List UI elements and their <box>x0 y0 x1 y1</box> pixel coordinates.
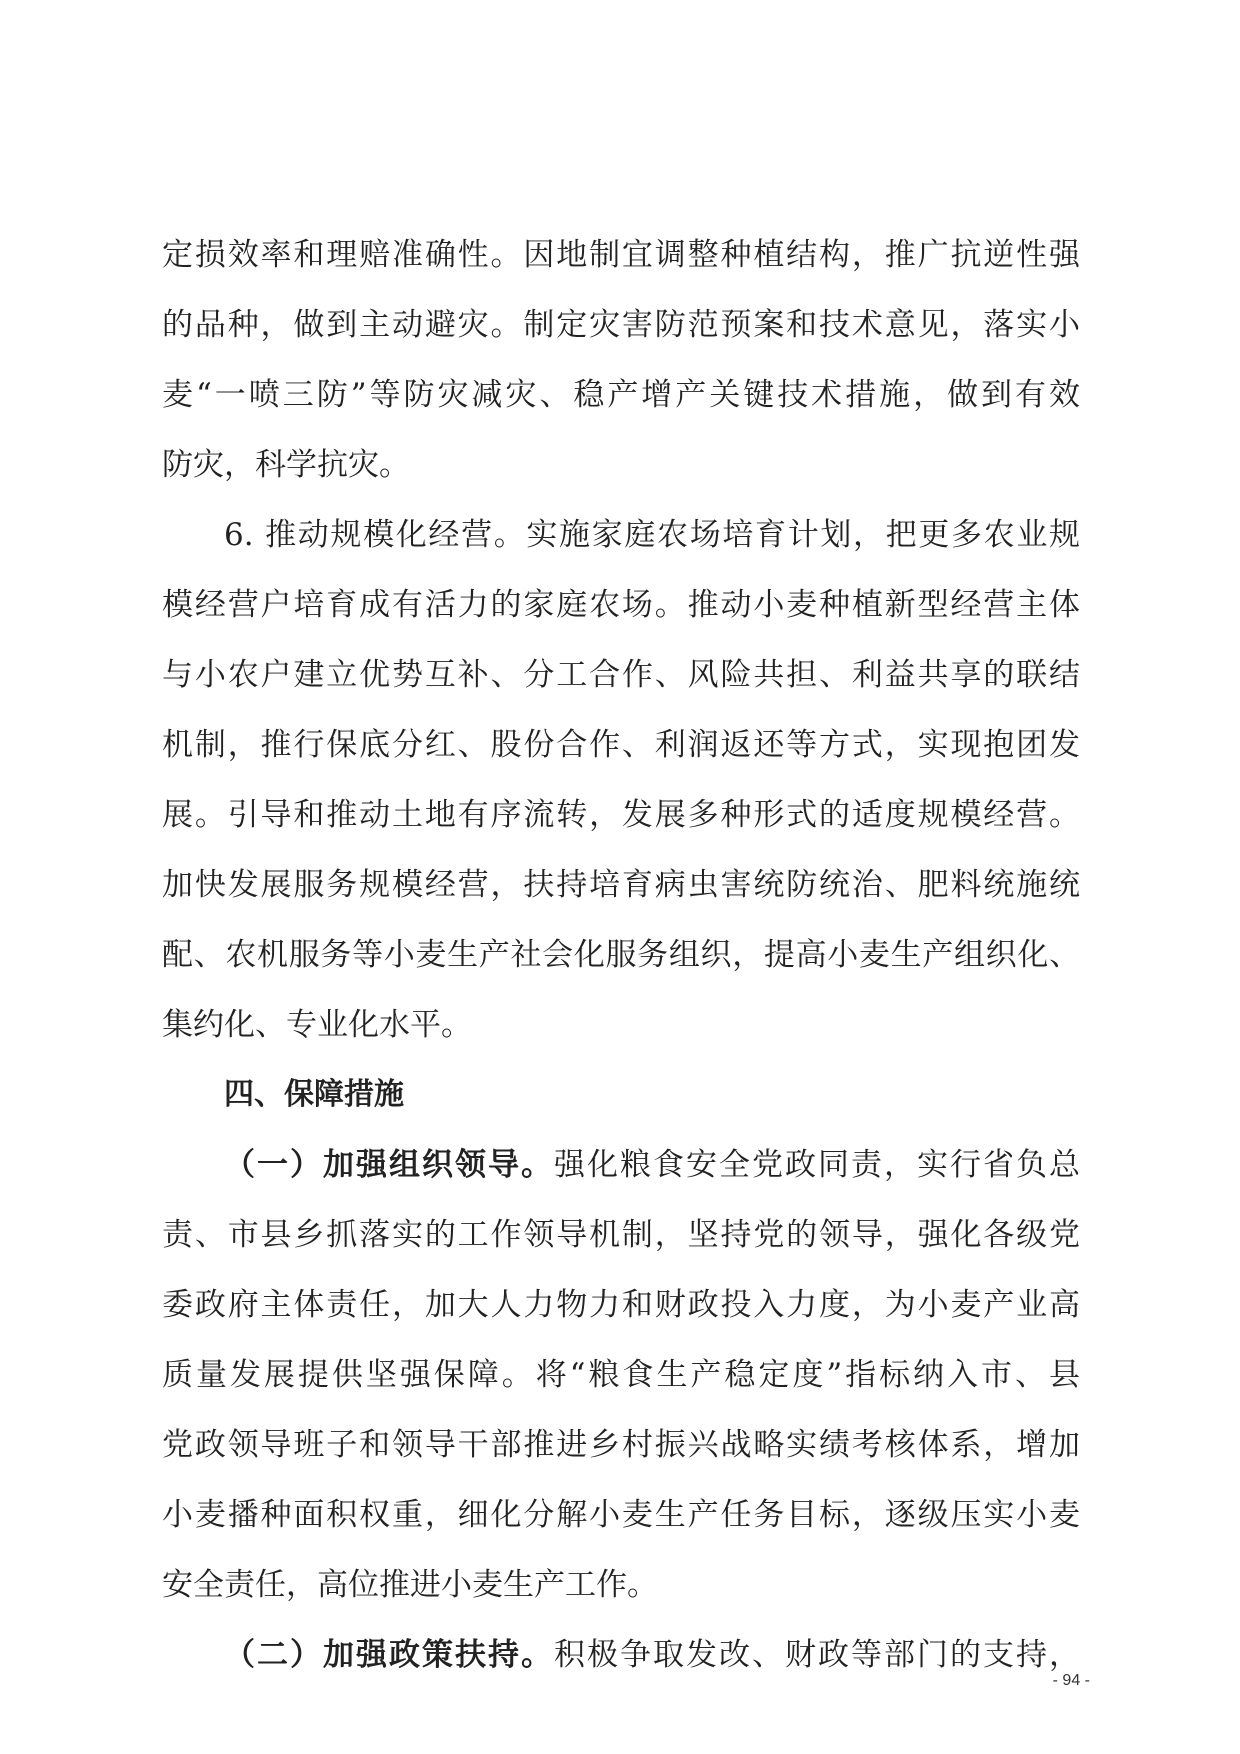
text-line: 6. 推动规模化经营。实施家庭农场培育计划，把更多农业规 <box>224 517 1080 553</box>
text-span: 积极争取发改、财政等部门的支持， <box>554 1637 1080 1673</box>
paragraph-continued <box>162 220 1080 500</box>
subsection-1 <box>162 1130 1080 1620</box>
subsection-first-line <box>162 1130 1080 1200</box>
page-number: - 94 - <box>1052 1672 1090 1689</box>
paragraph-6 <box>162 500 1080 1060</box>
text-line: 展。引导和推动土地有序流转，发展多种形式的适度规模经营。 <box>162 797 1080 833</box>
text-line: 的品种，做到主动避灾。制定灾害防范预案和技术意见，落实小 <box>162 307 1080 343</box>
text-line: 加快发展服务规模经营，扶持培育病虫害统防统治、肥料统施统 <box>162 867 1080 903</box>
text-line: 麦“一喷三防”等防灾减灾、稳产增产关键技术措施，做到有效 <box>162 377 1080 413</box>
page-body <box>162 220 1080 1690</box>
subsection-title: （二）加强政策扶持。 <box>224 1637 554 1673</box>
text-line: 责、市县乡抓落实的工作领导机制，坚持党的领导，强化各级党 <box>162 1217 1080 1253</box>
text-line: 机制，推行保底分红、股份合作、利润返还等方式，实现抱团发 <box>162 727 1080 763</box>
text-line: 安全责任，高位推进小麦生产工作。 <box>162 1567 658 1603</box>
subsection-title: （一）加强组织领导。 <box>224 1147 554 1183</box>
text-line: 配、农机服务等小麦生产社会化服务组织，提高小麦生产组织化、 <box>162 937 1080 973</box>
subsection-2 <box>162 1620 1080 1690</box>
text-line: 模经营户培育成有活力的家庭农场。推动小麦种植新型经营主体 <box>162 587 1080 623</box>
section-heading: 四、保障措施 <box>224 1077 404 1112</box>
text-line: 党政领导班子和领导干部推进乡村振兴战略实绩考核体系，增加 <box>162 1427 1080 1463</box>
text-line: 集约化、专业化水平。 <box>162 1007 472 1043</box>
text-line: 防灾，科学抗灾。 <box>162 447 410 483</box>
text-line: 与小农户建立优势互补、分工合作、风险共担、利益共享的联结 <box>162 657 1080 693</box>
text-line: 委政府主体责任，加大人力物力和财政投入力度，为小麦产业高 <box>162 1287 1080 1323</box>
text-line: 质量发展提供坚强保障。将“粮食生产稳定度”指标纳入市、县 <box>162 1357 1080 1393</box>
text-line: 定损效率和理赔准确性。因地制宜调整种植结构，推广抗逆性强 <box>162 237 1080 273</box>
text-span: 强化粮食安全党政同责，实行省负总 <box>554 1147 1080 1183</box>
text-line: 小麦播种面积权重，细化分解小麦生产任务目标，逐级压实小麦 <box>162 1497 1080 1533</box>
subsection-first-line <box>162 1620 1080 1690</box>
